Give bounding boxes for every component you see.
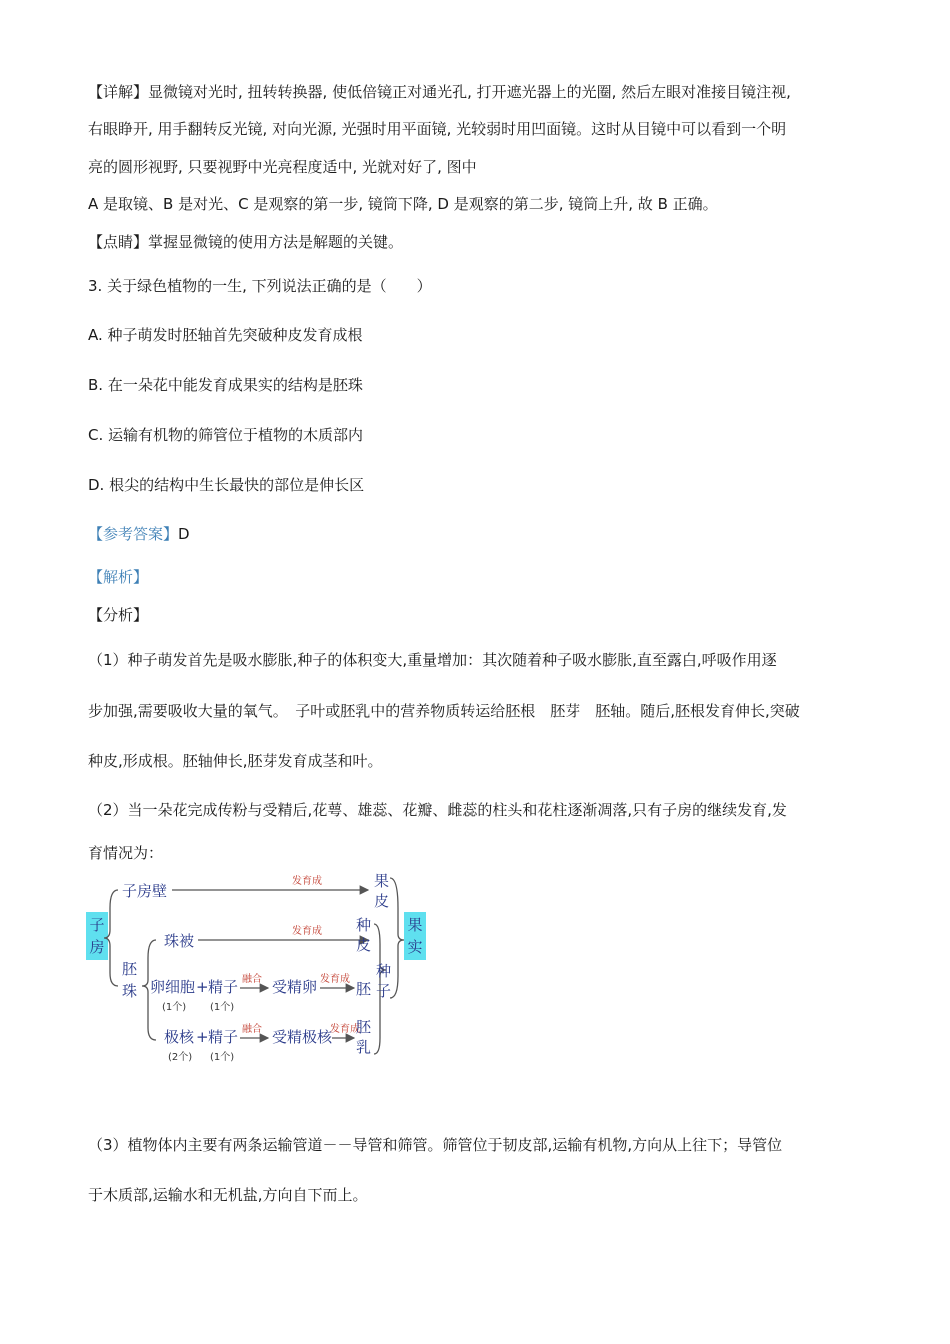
ovary-wall: 子房壁 (122, 882, 168, 900)
endosperm-char-1: 胚 (356, 1018, 372, 1036)
answer-value: D (178, 525, 190, 543)
seed-coat-char-1: 种 (356, 916, 372, 934)
fruit-char-2: 实 (407, 938, 423, 956)
fruit-char-1: 果 (407, 916, 423, 934)
seed-char-1: 种 (376, 962, 392, 980)
label-develop-4: 发育成 (330, 1024, 360, 1035)
plus-2: + (196, 1028, 209, 1046)
fertilized-egg: 受精卵 (272, 978, 318, 996)
para3-line-1: （3）植物体内主要有两条运输管道－－导管和筛管。筛管位于韧皮部,运输有机物,方向从上往下；导管位 (88, 1136, 783, 1154)
egg-cell: 卵细胞 (150, 978, 196, 996)
answer-line (88, 524, 190, 544)
pericarp-char-2: 皮 (374, 892, 390, 910)
option-a: A. 种子萌发时胚轴首先突破种皮发育成根 (88, 326, 363, 344)
point-label: 【点睛】 (88, 233, 149, 251)
detail-line-2: 右眼睁开, 用手翻转反光镜, 对向光源, 光强时用平面镜, 光较弱时用凹面镜。这时从目镜中可以看到一个明 (88, 120, 787, 138)
option-d: D. 根尖的结构中生长最快的部位是伸长区 (88, 476, 365, 494)
fertilized-polar: 受精极核 (272, 1028, 333, 1046)
fenxi-label: 【分析】 (88, 606, 149, 624)
para2-line-2: 育情况为： (88, 844, 164, 862)
ovary-development-diagram (84, 868, 434, 1068)
seed-char-2: 子 (376, 982, 392, 1000)
detail-label: 【详解】 (88, 83, 149, 101)
ovary-char-2: 房 (89, 938, 105, 956)
detail-line-3: 亮的圆形视野, 只要视野中光亮程度适中, 光就对好了, 图中 (88, 158, 477, 176)
label-develop-3: 发育成 (320, 974, 350, 985)
integument: 珠被 (164, 932, 195, 950)
seed-coat-char-2: 皮 (356, 936, 372, 954)
para1-line-1: （1）种子萌发首先是吸水膨胀,种子的体积变大,重量增加：其次随着种子吸水膨胀,直至露白,呼吸作用逐 (88, 651, 777, 669)
para1-line-2: 步加强,需要吸收大量的氧气。 子叶或胚乳中的营养物质转运给胚根 胚芽 胚轴。随后,胚根发育伸长,突破 (88, 702, 800, 720)
detail-line-4: A 是取镜、B 是对光、C 是观察的第一步, 镜筒下降, D 是观察的第二步, 镜筒上升, 故 B 正确。 (88, 195, 718, 213)
option-b: B. 在一朵花中能发育成果实的结构是胚珠 (88, 376, 363, 394)
sperm-count-1: (1个) (210, 1002, 235, 1013)
pericarp-char-1: 果 (374, 872, 390, 890)
para3-line-2: 于木质部,运输水和无机盐,方向自下而上。 (88, 1186, 368, 1204)
detail-line-1: 【详解】显微镜对光时, 扭转转换器, 使低倍镜正对通光孔, 打开遮光器上的光圈, 然后左眼对准接目镜注视, (88, 83, 791, 101)
point-line: 【点睛】掌握显微镜的使用方法是解题的关键。 (88, 233, 404, 251)
plus-1: + (196, 978, 209, 996)
para2-line-1: （2）当一朵花完成传粉与受精后,花萼、雄蕊、花瓣、雌蕊的柱头和花柱逐渐凋落,只有子房的继续发育,发 (88, 801, 787, 819)
polar-nuclei: 极核 (164, 1028, 195, 1046)
question-stem: 3. 关于绿色植物的一生, 下列说法正确的是（ ） (88, 277, 432, 295)
option-c: C. 运输有机物的筛管位于植物的木质部内 (88, 426, 364, 444)
para1-line-3: 种皮,形成根。胚轴伸长,胚芽发育成茎和叶。 (88, 752, 383, 770)
egg-count: (1个) (162, 1002, 187, 1013)
sperm-count-2: (1个) (210, 1052, 235, 1063)
label-develop-1: 发育成 (292, 876, 322, 887)
embryo: 胚 (356, 980, 372, 998)
answer-label: 【参考答案】 (88, 525, 179, 543)
analysis-label: 【解析】 (88, 568, 149, 586)
endosperm-char-2: 乳 (356, 1038, 372, 1056)
sperm-1: 精子 (208, 978, 239, 996)
ovule-char-1: 胚 (122, 960, 138, 978)
sperm-2: 精子 (208, 1028, 239, 1046)
polar-count: (2个) (168, 1052, 193, 1063)
label-fuse-2: 融合 (242, 1024, 262, 1035)
ovary-char-1: 子 (89, 916, 105, 934)
label-fuse-1: 融合 (242, 974, 262, 985)
ovule-char-2: 珠 (122, 982, 138, 1000)
label-develop-2: 发育成 (292, 926, 322, 937)
